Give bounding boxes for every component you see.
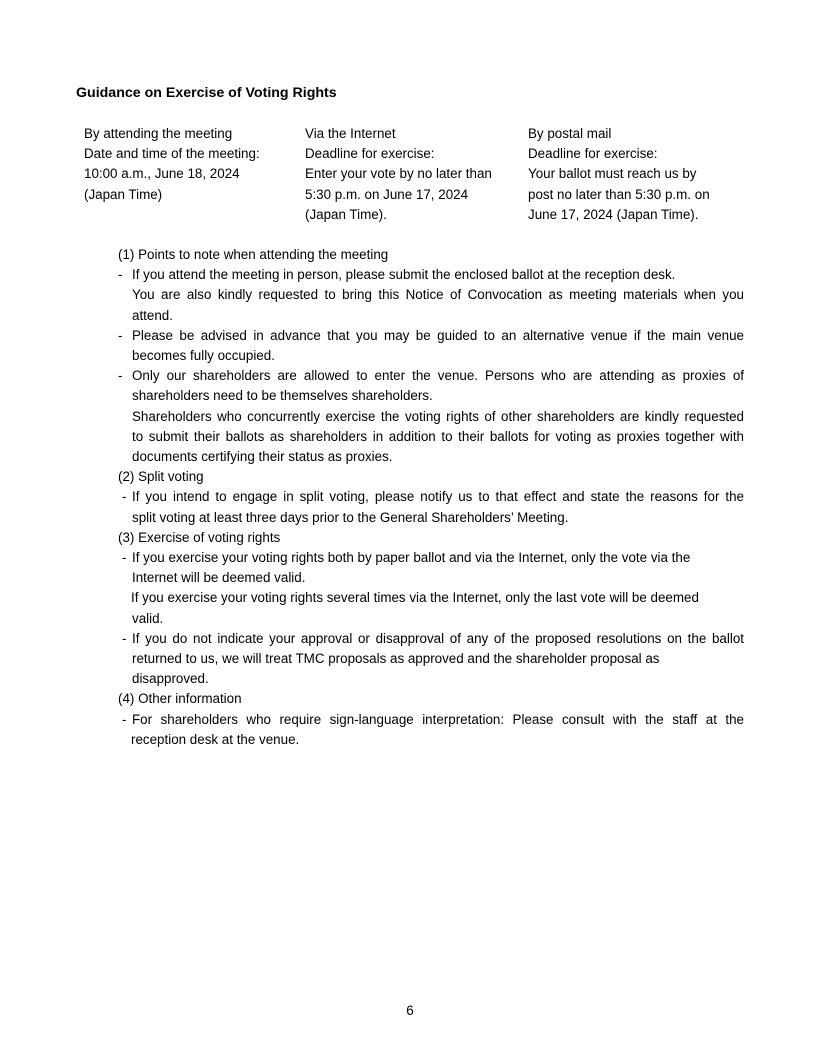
bullet-dash: - <box>122 550 127 565</box>
method-attend-line: 10:00 a.m., June 18, 2024 <box>84 166 240 182</box>
section-heading: (3) Exercise of voting rights <box>118 529 281 545</box>
method-internet-line: Deadline for exercise: <box>305 146 435 162</box>
note-text: Shareholders who concurrently exercise the voting rights of other shareholders are kindly requested <box>132 408 744 424</box>
note-text: disapproved. <box>132 671 209 687</box>
note-text: If you attend the meeting in person, please submit the enclosed ballot at the reception desk. <box>132 267 676 283</box>
note-text: valid. <box>132 610 164 626</box>
method-internet-line: 5:30 p.m. on June 17, 2024 <box>305 186 469 202</box>
method-mail-line: Your ballot must reach us by <box>528 166 697 182</box>
note-text: For shareholders who require sign-language interpretation: Please consult with the staff at the <box>132 711 744 727</box>
note-text: You are also kindly requested to bring this Notice of Convocation as meeting materials when you <box>132 287 744 303</box>
method-mail-line: Deadline for exercise: <box>528 146 658 162</box>
bullet-dash: - <box>122 489 127 505</box>
method-mail-line: post no later than 5:30 p.m. on <box>528 186 710 202</box>
method-internet <box>305 124 515 225</box>
method-mail <box>528 124 743 225</box>
note-text: If you exercise your voting rights both by paper ballot and via the Internet, only the vote via the <box>132 550 691 565</box>
page-title: Guidance on Exercise of Voting Rights <box>76 85 337 101</box>
note-text: shareholders need to be themselves shareholders. <box>132 388 433 404</box>
page-number: 6 <box>406 1003 414 1018</box>
note-text: If you do not indicate your approval or disapproval of any of the proposed resolutions on the ballot <box>132 630 744 646</box>
note-text: split voting at least three days prior to the General Shareholders’ Meeting. <box>132 509 569 525</box>
note-text: Only our shareholders are allowed to enter the venue. Persons who are attending as proxies of <box>132 368 744 384</box>
method-attend-line: Date and time of the meeting: <box>84 146 260 162</box>
note-text: becomes fully occupied. <box>132 348 275 363</box>
section-heading: (2) Split voting <box>118 469 204 485</box>
note-text: If you intend to engage in split voting, please notify us to that effect and state the reasons for the <box>132 489 744 505</box>
bullet-dash: - <box>122 711 127 727</box>
method-internet-line: (Japan Time). <box>305 206 387 222</box>
note-text: returned to us, we will treat TMC proposals as approved and the shareholder proposal as <box>132 651 660 666</box>
bullet-dash: - <box>118 327 123 343</box>
method-attend-line: (Japan Time) <box>84 186 163 202</box>
note-text: attend. <box>132 307 173 323</box>
method-mail-line: By postal mail <box>528 126 612 141</box>
method-attend-line: By attending the meeting <box>84 126 233 141</box>
section-heading: (1) Points to note when attending the meeting <box>118 247 389 262</box>
bullet-dash: - <box>122 630 127 646</box>
bullet-dash: - <box>118 267 123 283</box>
note-text: to submit their ballots as shareholders in addition to their ballots for voting as proxies together with <box>132 428 744 444</box>
voting-methods <box>0 124 820 228</box>
note-text: documents certifying their status as proxies. <box>132 449 393 464</box>
method-internet-line: Via the Internet <box>305 126 396 141</box>
method-attend <box>84 124 294 205</box>
bullet-dash: - <box>118 368 123 384</box>
method-internet-line: Enter your vote by no later than <box>305 166 492 182</box>
method-mail-line: June 17, 2024 (Japan Time). <box>528 206 699 222</box>
note-text: Please be advised in advance that you may be guided to an alternative venue if the main venue <box>132 327 744 343</box>
note-text: reception desk at the venue. <box>131 731 300 747</box>
note-text: Internet will be deemed valid. <box>132 570 306 586</box>
note-text: If you exercise your voting rights several times via the Internet, only the last vote will be deemed <box>131 590 699 606</box>
section-heading: (4) Other information <box>118 691 242 707</box>
